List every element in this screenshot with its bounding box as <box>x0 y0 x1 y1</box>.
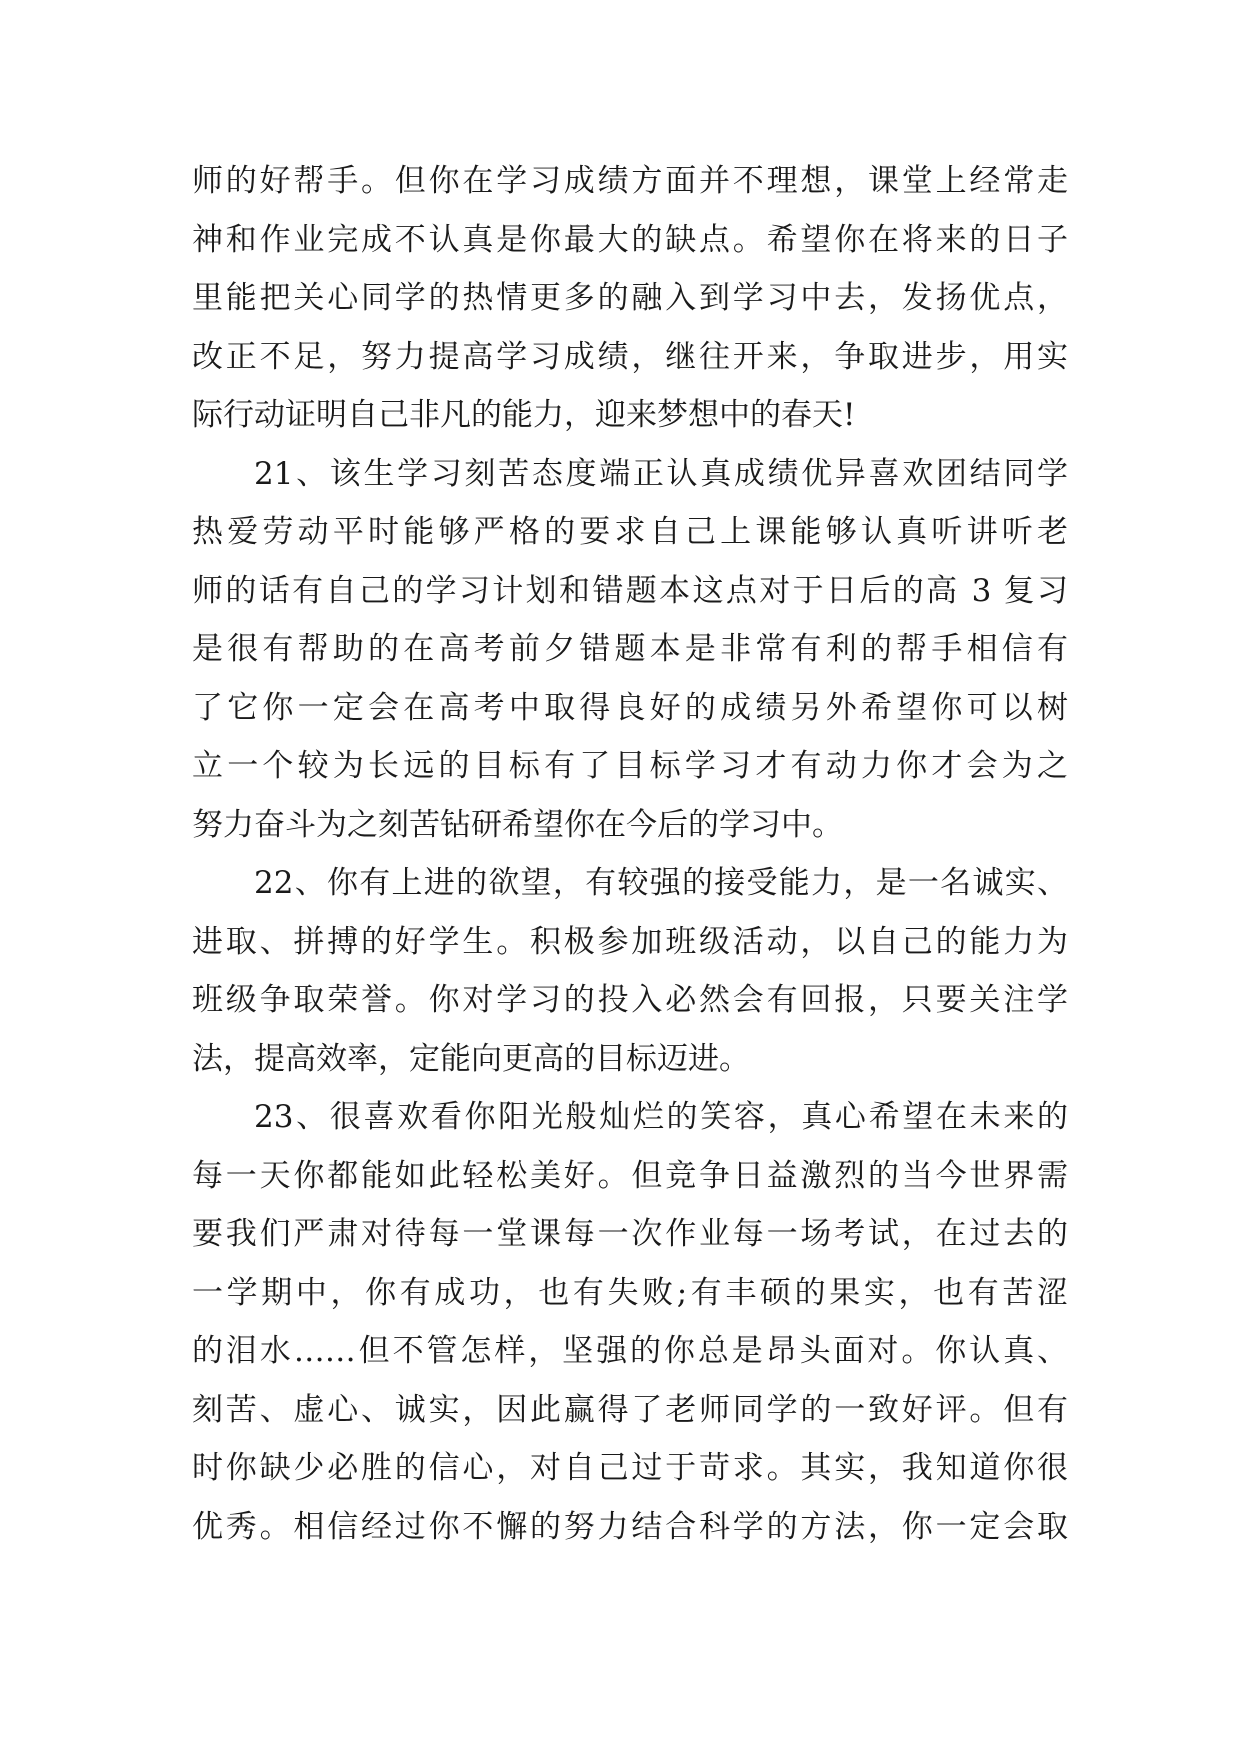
document-body <box>192 152 1068 1556</box>
text-line: 的泪水……但不管怎样，坚强的你总是昂头面对。你认真、 <box>192 1333 1068 1369</box>
text-line: 师的话有自己的学习计划和错题本这点对于日后的高 3 复习 <box>192 572 1068 609</box>
paragraph-21 <box>192 445 1068 855</box>
text-line: 一学期中，你有成功，也有失败;有丰硕的果实，也有苦涩 <box>192 1274 1068 1311</box>
text-line: 优秀。相信经过你不懈的努力结合科学的方法，你一定会取 <box>192 1508 1068 1545</box>
text-line: 里能把关心同学的热情更多的融入到学习中去，发扬优点， <box>192 280 1068 316</box>
text-line: 热爱劳动平时能够严格的要求自己上课能够认真听讲听老 <box>192 514 1068 550</box>
text-line: 21、该生学习刻苦态度端正认真成绩优异喜欢团结同学 <box>254 455 1068 492</box>
text-line: 班级争取荣誉。你对学习的投入必然会有回报，只要关注学 <box>192 982 1068 1018</box>
text-line: 22、你有上进的欲望，有较强的接受能力，是一名诚实、 <box>254 865 1068 901</box>
text-line: 立一个较为长远的目标有了目标学习才有动力你才会为之 <box>192 748 1068 784</box>
paragraph-continuation <box>192 152 1068 445</box>
text-line: 进取、拼搏的好学生。积极参加班级活动，以自己的能力为 <box>192 923 1068 960</box>
text-line: 师的好帮手。但你在学习成绩方面并不理想，课堂上经常走 <box>192 163 1068 199</box>
text-line: 23、很喜欢看你阳光般灿烂的笑容，真心希望在未来的 <box>254 1099 1068 1135</box>
text-line: 是很有帮助的在高考前夕错题本是非常有利的帮手相信有 <box>192 631 1068 667</box>
text-line: 际行动证明自己非凡的能力，迎来梦想中的春天! <box>192 397 856 433</box>
text-line: 了它你一定会在高考中取得良好的成绩另外希望你可以树 <box>192 689 1068 726</box>
text-line: 刻苦、虚心、诚实，因此赢得了老师同学的一致好评。但有 <box>192 1391 1068 1428</box>
text-line: 法，提高效率，定能向更高的目标迈进。 <box>192 1040 750 1077</box>
text-line: 要我们严肃对待每一堂课每一次作业每一场考试，在过去的 <box>192 1216 1068 1252</box>
text-line: 努力奋斗为之刻苦钻研希望你在今后的学习中。 <box>192 806 843 843</box>
text-line: 改正不足，努力提高学习成绩，继往开来，争取进步，用实 <box>192 338 1068 375</box>
paragraph-22 <box>192 854 1068 1088</box>
text-line: 神和作业完成不认真是你最大的缺点。希望你在将来的日子 <box>192 221 1068 258</box>
text-line: 每一天你都能如此轻松美好。但竞争日益激烈的当今世界需 <box>192 1157 1068 1194</box>
text-line: 时你缺少必胜的信心，对自己过于苛求。其实，我知道你很 <box>192 1450 1068 1486</box>
paragraph-23 <box>192 1088 1068 1556</box>
